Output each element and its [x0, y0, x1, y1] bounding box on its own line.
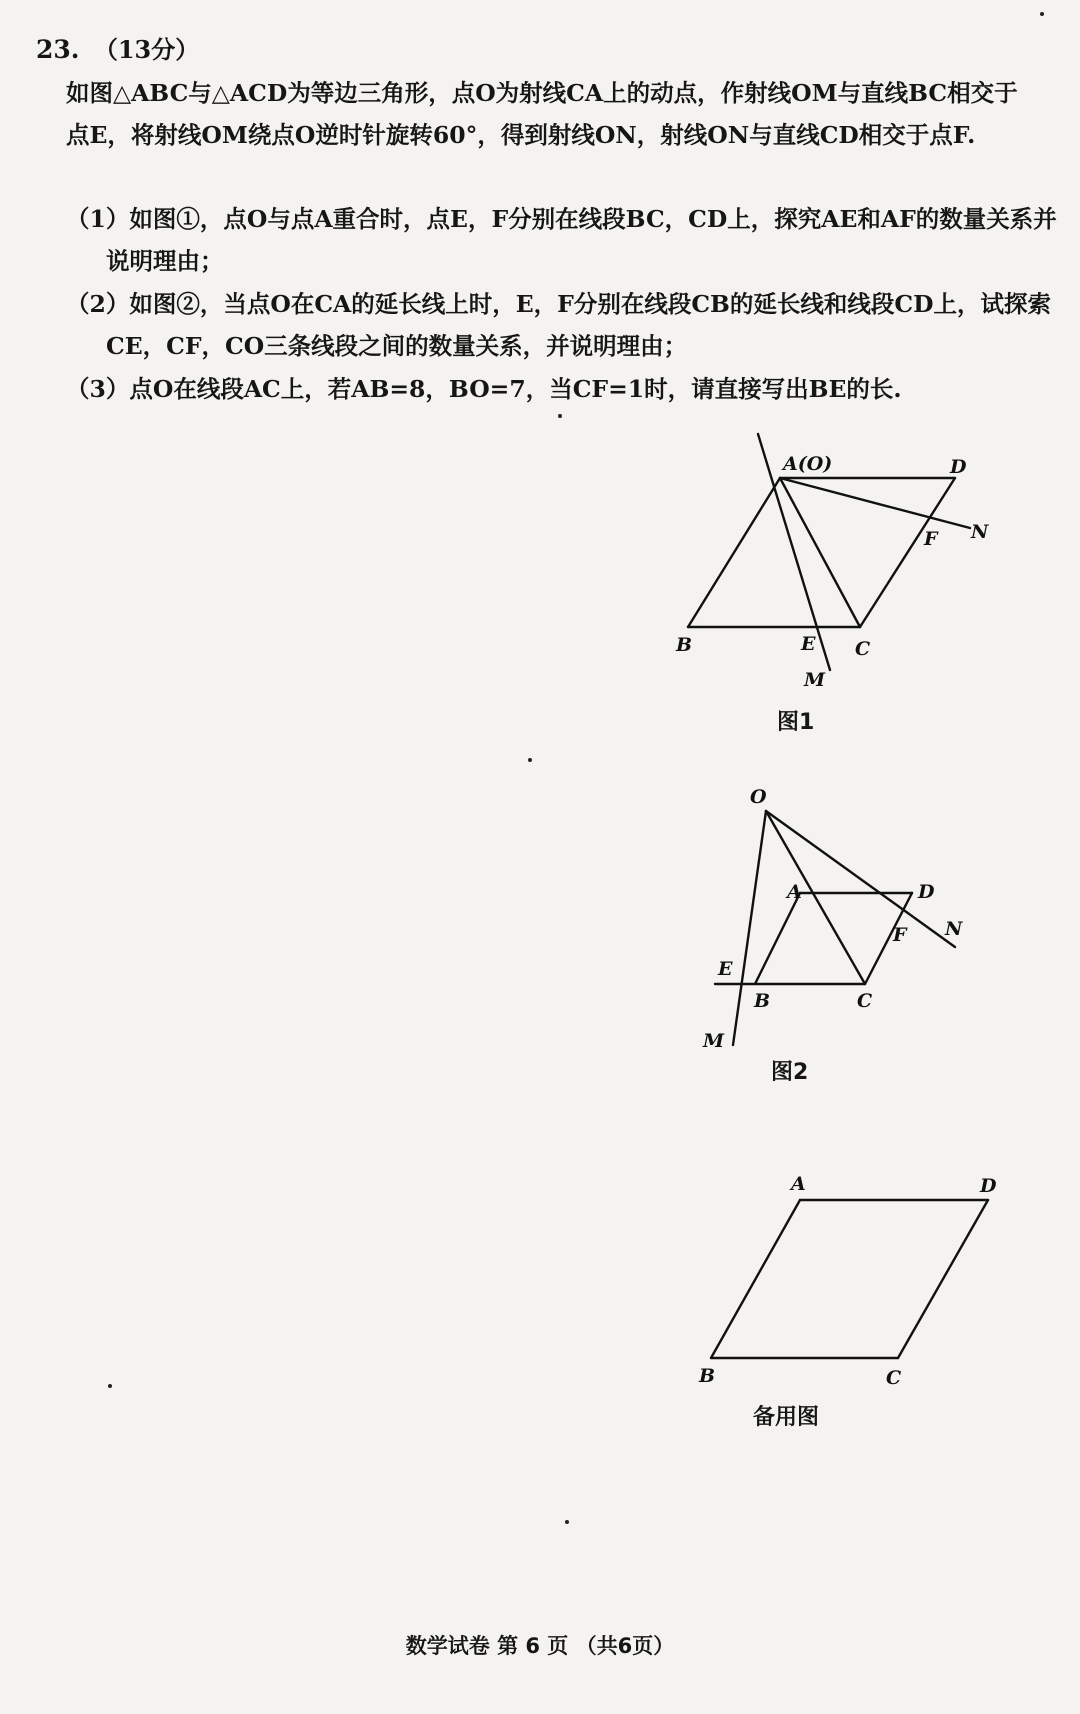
fig2-label-D: D	[918, 881, 935, 903]
fig3-label-D: D	[980, 1175, 997, 1197]
speck	[565, 1520, 569, 1524]
fig3-label-B: B	[699, 1365, 716, 1387]
speck	[108, 1384, 112, 1388]
figure-1-caption: 图1	[777, 710, 815, 735]
question-part-2: （2）如图②，当点O在CA的延长线上时，E，F分别在线段CB的延长线和线段CD上，试探索CE，CF，CO三条线段之间的数量关系，并说明理由；	[66, 290, 1052, 360]
question-score: （13分）	[93, 35, 200, 64]
figure-2-caption: 图2	[771, 1060, 809, 1085]
fig1-label-D: D	[950, 456, 967, 478]
figure-3-caption: 备用图	[753, 1405, 820, 1430]
fig2-label-O: O	[750, 786, 767, 808]
fig1-label-B: B	[676, 634, 693, 656]
fig2-label-M: M	[703, 1030, 725, 1052]
page-footer: 数学试卷 第 6 页 （共6页）	[405, 1634, 675, 1658]
question-number: 23.	[36, 35, 80, 64]
fig2-label-A: A	[787, 881, 802, 903]
fig2-label-E: E	[718, 958, 733, 980]
fig1-label-F: F	[924, 528, 938, 550]
fig3-segment-DC	[898, 1200, 988, 1358]
question-stem: 如图△ABC与△ACD为等边三角形，点O为射线CA上的动点，作射线OM与直线BC相交于点E，将射线OM绕点O逆时针旋转60°，得到射线ON，射线ON与直线CD相交于点F.	[66, 79, 1018, 149]
question-part-1: （1）如图①，点O与点A重合时，点E，F分别在线段BC，CD上，探究AE和AF的数量关系并说明理由；	[66, 205, 1057, 275]
fig2-label-B: B	[754, 990, 771, 1012]
fig3-label-C: C	[886, 1367, 902, 1389]
fig1-label-E: E	[801, 633, 816, 655]
fig2-label-N: N	[945, 918, 963, 940]
fig2-label-C: C	[857, 990, 873, 1012]
fig1-label-N: N	[971, 521, 989, 543]
speck	[528, 758, 532, 762]
speck	[1040, 12, 1044, 16]
question-part-3: （3）点O在线段AC上，若AB=8，BO=7，当CF=1时，请直接写出BE的长.	[66, 375, 902, 403]
fig3-label-A: A	[791, 1173, 806, 1195]
fig2-label-F: F	[893, 924, 907, 946]
speck	[558, 414, 562, 418]
fig1-label-A: A(O)	[783, 453, 833, 475]
fig3-segment-AB	[711, 1200, 800, 1358]
fig1-label-M: M	[804, 669, 826, 691]
fig1-label-C: C	[855, 638, 871, 660]
